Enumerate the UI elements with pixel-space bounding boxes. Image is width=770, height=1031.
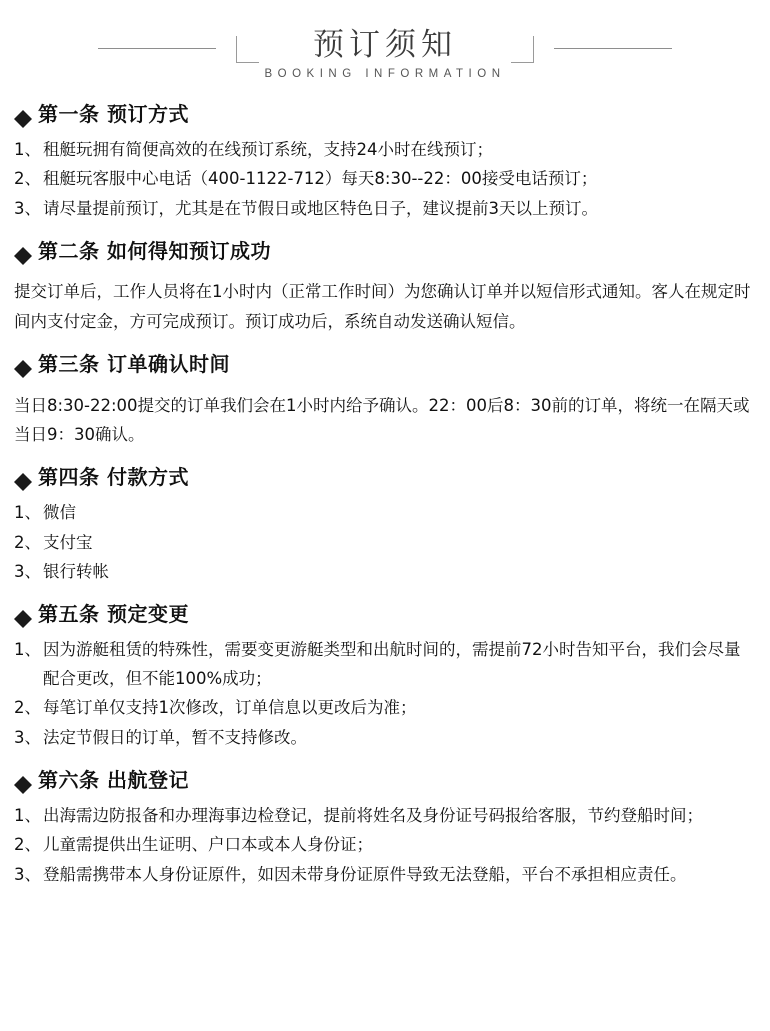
section-heading-text: 第五条 预定变更	[38, 602, 189, 627]
section-heading	[14, 465, 756, 490]
list-item	[14, 529, 756, 557]
diamond-icon	[14, 238, 32, 256]
title-frame	[236, 22, 533, 86]
section-departure-registration	[14, 767, 756, 889]
section-heading-text: 第一条 预订方式	[38, 101, 189, 126]
list-item-text: 每笔订单仅支持1次修改，订单信息以更改后为准；	[43, 698, 417, 718]
header-rule-left-divider	[98, 48, 216, 49]
list-item-number: 1、	[14, 503, 41, 523]
section-paragraph: 提交订单后，工作人员将在1小时内（正常工作时间）为您确认订单并以短信形式通知。客人在规定时间内支付定金，方可完成预订。预订成功后，系统自动发送确认短信。	[14, 282, 751, 331]
section-payment-methods	[14, 467, 756, 586]
list-item-number: 2、	[14, 532, 41, 552]
list-item	[14, 694, 756, 722]
list-item	[14, 499, 756, 527]
list-item-number: 2、	[14, 169, 41, 189]
list-item	[14, 861, 756, 889]
list-item-number: 3、	[14, 864, 41, 884]
list-item	[14, 558, 756, 586]
list-item-number: 3、	[14, 562, 41, 582]
list-item-text: 出海需边防报备和办理海事边检登记，提前将姓名及身份证号码报给客服，节约登船时间；	[43, 805, 703, 825]
section-confirmation-notice	[14, 238, 756, 336]
list-item-number: 2、	[14, 698, 41, 718]
section-list	[14, 136, 756, 223]
section-list	[14, 499, 756, 586]
section-confirmation-time	[14, 354, 756, 449]
diamond-icon	[14, 464, 32, 482]
section-booking-changes	[14, 604, 756, 752]
list-item-text: 租艇玩客服中心电话（400-1122-712）每天8:30--22：00接受电话预订；	[43, 169, 598, 189]
page-header	[14, 22, 756, 86]
section-heading-text: 第四条 付款方式	[38, 465, 189, 490]
list-item	[14, 831, 756, 859]
list-item	[14, 724, 756, 752]
section-heading	[14, 101, 756, 126]
list-item-number: 2、	[14, 835, 41, 855]
section-heading-text: 第六条 出航登记	[38, 767, 189, 792]
list-item-number: 1、	[14, 805, 41, 825]
list-item-number: 1、	[14, 139, 41, 159]
section-heading	[14, 602, 756, 627]
diamond-icon	[14, 601, 32, 619]
page-title: 预订须知	[312, 27, 457, 63]
section-heading	[14, 767, 756, 792]
section-paragraph: 当日8:30-22:00提交的订单我们会在1小时内给予确认。22：00后8：30前的订单，将统一在隔天或当日9：30确认。	[14, 395, 750, 444]
page-subtitle: BOOKING INFORMATION	[264, 67, 506, 80]
list-item-text: 微信	[43, 503, 76, 523]
list-item-number: 1、	[14, 640, 41, 660]
list-item-number: 3、	[14, 727, 41, 747]
list-item-text: 法定节假日的订单，暂不支持修改。	[43, 727, 307, 747]
section-heading-text: 第二条 如何得知预订成功	[38, 238, 271, 263]
list-item	[14, 802, 756, 830]
list-item-text: 请尽量提前预订，尤其是在节假日或地区特色日子，建议提前3天以上预订。	[43, 198, 598, 218]
list-item	[14, 636, 756, 693]
header-inner	[176, 22, 593, 86]
list-item-text: 支付宝	[43, 532, 93, 552]
list-item-text: 儿童需提供出生证明、户口本或本人身份证；	[43, 835, 373, 855]
diamond-icon	[14, 767, 32, 785]
header-rule-right-divider	[554, 48, 672, 49]
list-item-number: 3、	[14, 198, 41, 218]
list-item-text: 租艇玩拥有简便高效的在线预订系统，支持24小时在线预订；	[43, 139, 493, 159]
list-item	[14, 195, 756, 223]
list-item-text: 登船需携带本人身份证原件，如因未带身份证原件导致无法登船，平台不承担相应责任。	[43, 864, 687, 884]
section-heading	[14, 352, 756, 377]
section-heading-text: 第三条 订单确认时间	[38, 352, 230, 377]
section-heading	[14, 238, 756, 263]
list-item	[14, 136, 756, 164]
section-list	[14, 636, 756, 752]
list-item	[14, 165, 756, 193]
section-list	[14, 802, 756, 889]
diamond-icon	[14, 351, 32, 369]
list-item-text: 因为游艇租赁的特殊性，需要变更游艇类型和出航时间的，需提前72小时告知平台，我们会尽量配合更改，但不能100%成功；	[43, 640, 741, 688]
diamond-icon	[14, 101, 32, 119]
list-item-text: 银行转帐	[43, 562, 109, 582]
section-booking-method	[14, 101, 756, 223]
